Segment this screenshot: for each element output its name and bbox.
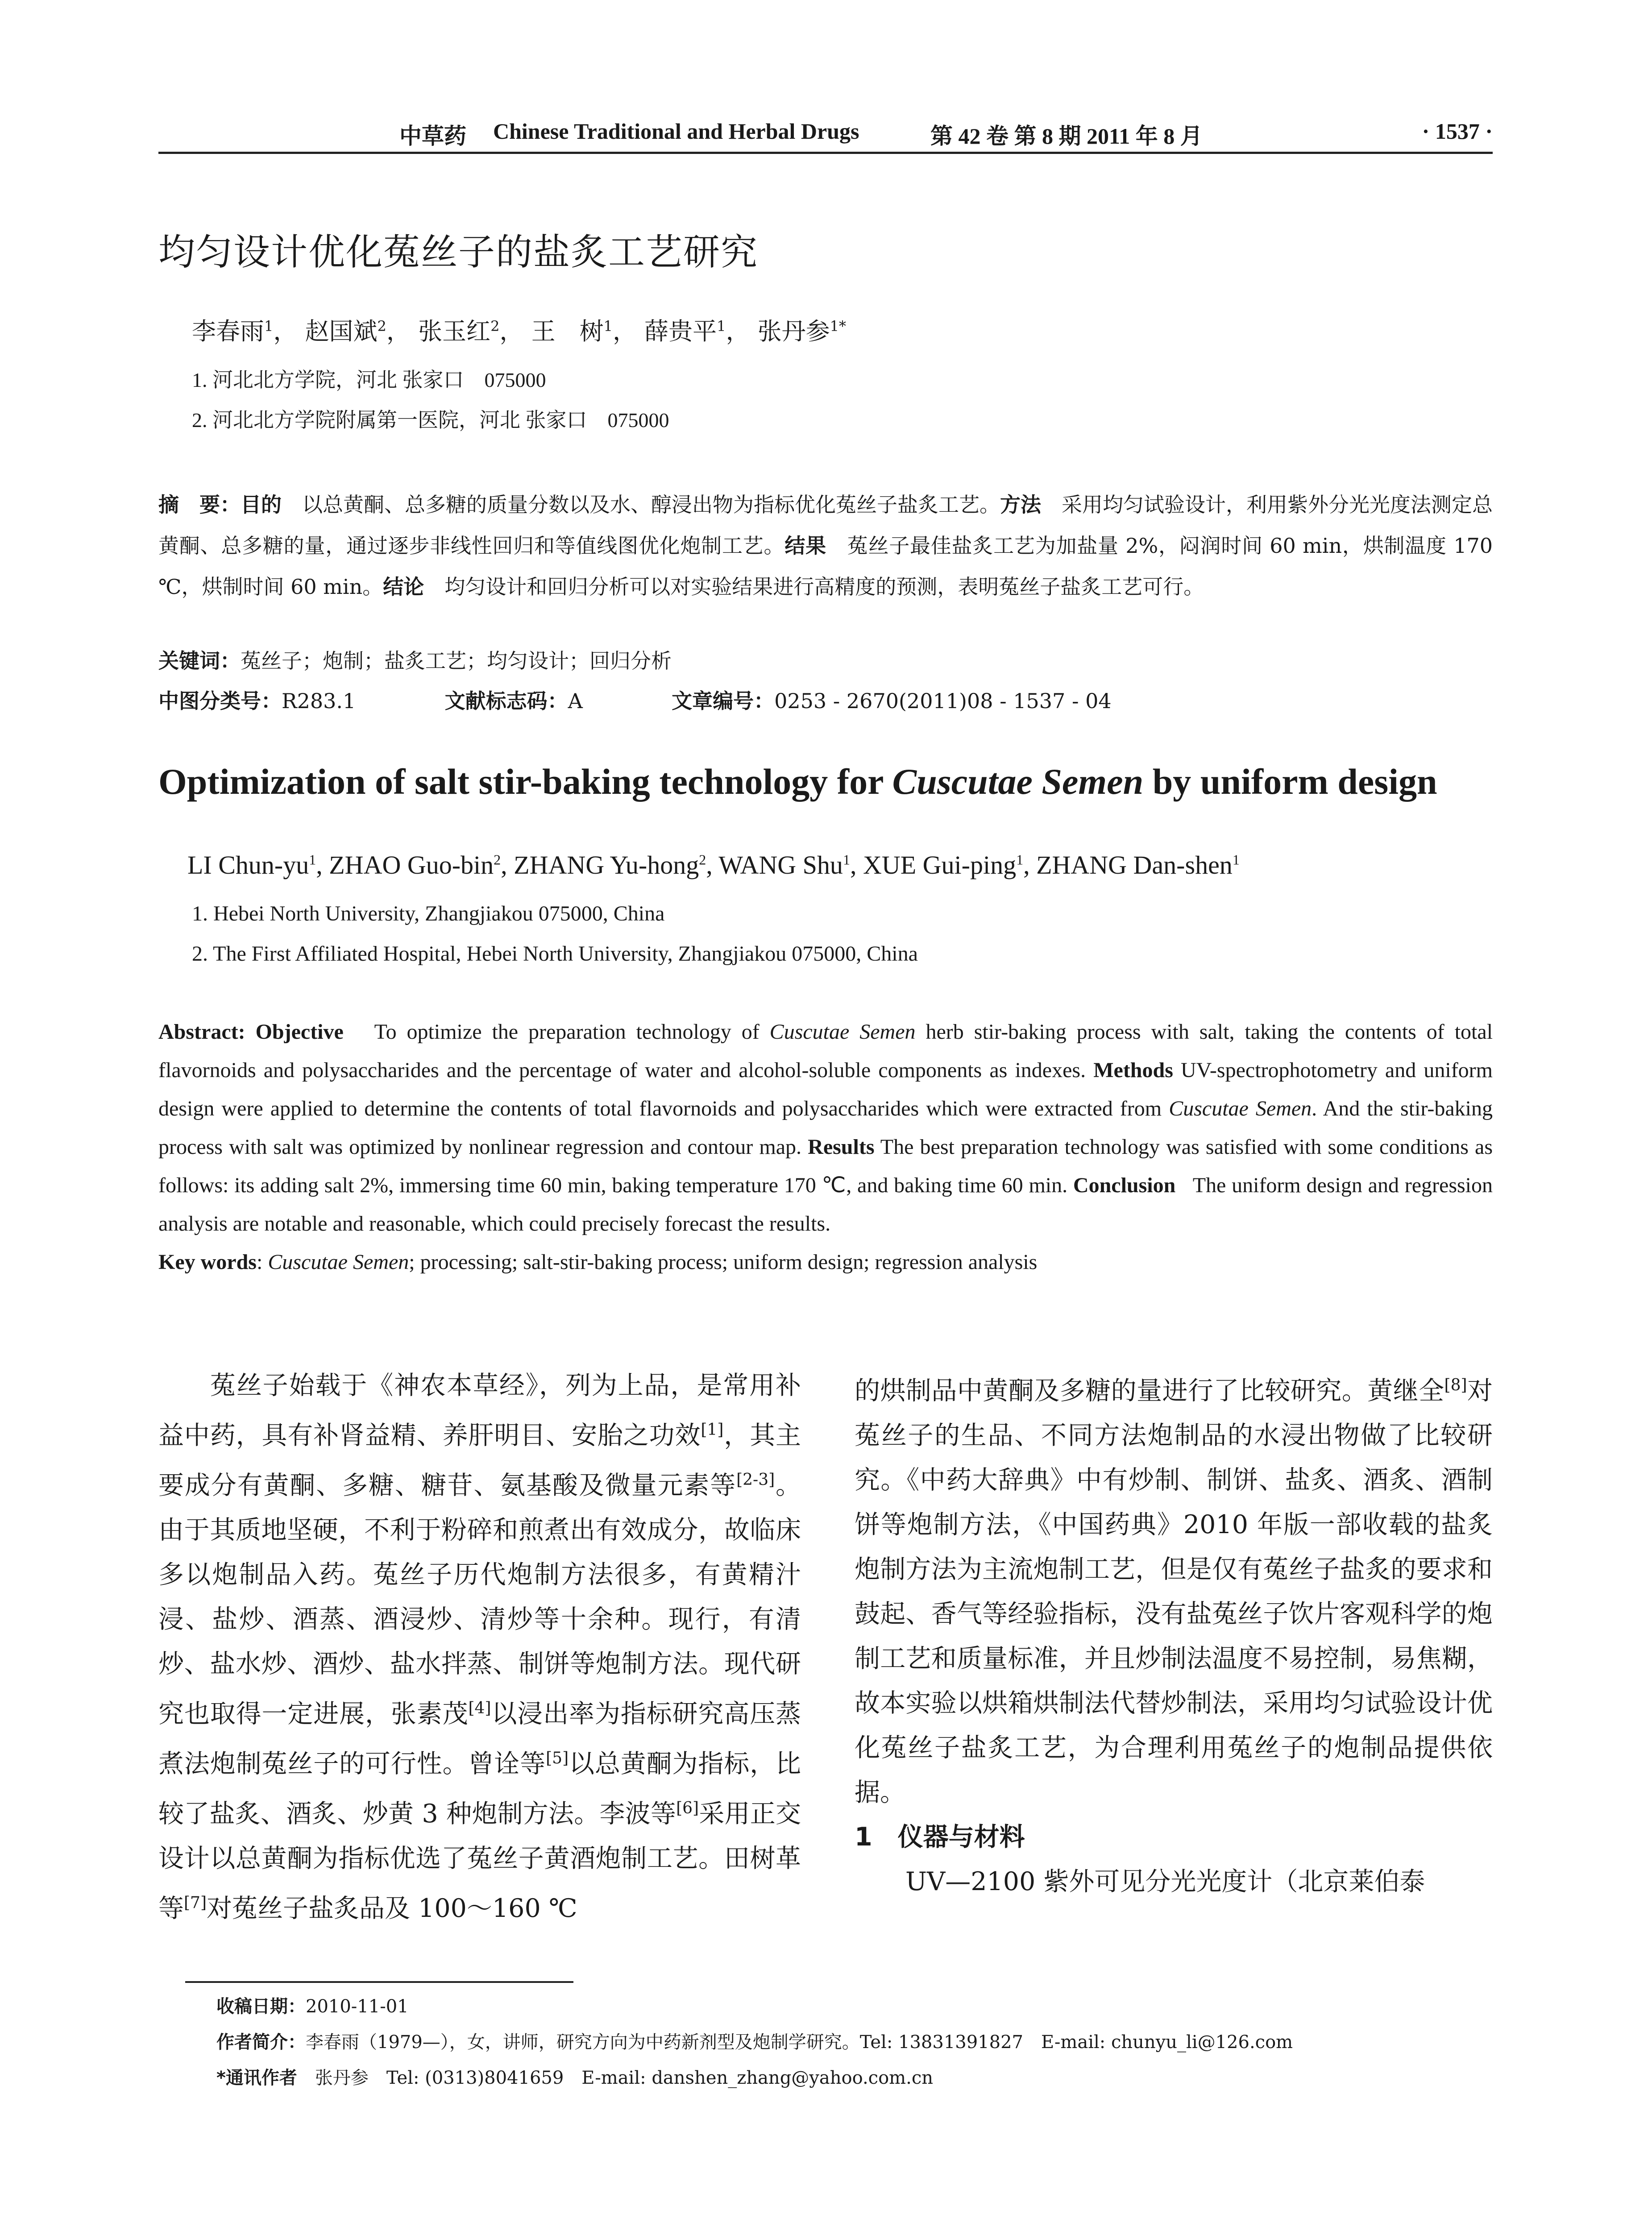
author-affiliation-mark: 2 <box>699 851 706 868</box>
results-text: 菟丝子最佳盐炙工艺为加盐量 2%，闷润时间 60 min，烘制温度 170 ℃，烘制时间 60 min。 <box>158 534 1493 599</box>
article-number-label: 文章编号： <box>672 689 775 713</box>
author: 张玉红 <box>418 317 491 345</box>
paper-title-cn: 均匀设计优化菟丝子的盐炙工艺研究 <box>158 231 759 274</box>
author: ZHANG Dan-shen <box>1036 850 1233 879</box>
body-text: 对菟丝子的生品、不同方法炮制品的水浸出物做了比较研究。《中药大辞典》中有炒制、制饼、盐炙、酒炙、酒制饼等炮制方法，《中国药典》2010 年版一部收载的盐炙炮制方法为主流炮制工艺，但是仅有菟丝子盐炙的要求和鼓起、香气等经验指标，没有盐菟丝子饮片客观科学的炮制工艺和质量标准，并且炒制法温度不易控制，易焦糊，故本实验以烘箱烘制法代替炒制法，采用均匀试验设计优化菟丝子盐炙工艺，为合理利用菟丝子的炮制品提供依据。 <box>855 1376 1493 1807</box>
conclusion-text: 均匀设计和回归分析可以对实验结果进行高精度的预测，表明菟丝子盐炙工艺可行。 <box>444 575 1204 599</box>
body-text: 采用正交设计以总黄酮为指标优选了菟丝子黄酒炮制工艺。田树革等 <box>158 1799 801 1923</box>
classification-line <box>158 680 1493 722</box>
doc-code-label: 文献标志码： <box>444 689 568 713</box>
author: 李春雨 <box>192 317 264 345</box>
journal-name-en: Chinese Traditional and Herbal Drugs <box>493 119 859 144</box>
paper-title-en <box>158 761 1437 803</box>
results-en-label: Results <box>808 1135 875 1159</box>
footnote-received <box>216 1992 409 2018</box>
footnote-label: *通讯作者 <box>216 2068 297 2088</box>
citation-ref: [1] <box>701 1421 724 1439</box>
authors-cn: 李春雨$^1$， 赵国斌$^2$， 张玉红$^2$， 王 树$^1$， 薛贵平$^1$， 张丹参$^{1*}$ <box>192 317 847 345</box>
footnote-rule <box>185 1981 573 1983</box>
abstract-cn <box>158 484 1493 607</box>
objective-en-text: herb stir-baking process with salt, taking the contents of total flavornoids and polysaccharides and the percentage of water and alcohol-soluble components as indexes. <box>158 1020 1493 1082</box>
citation-ref: [2-3] <box>736 1471 775 1489</box>
conclusion-en-text: The uniform design and regression analysis are notable and reasonable, which could precisely forecast the results. <box>158 1174 1493 1236</box>
author: LI Chun-yu <box>187 850 309 879</box>
affiliation-en-2: 2. The First Affiliated Hospital, Hebei North University, Zhangjiakou 075000, China <box>192 942 918 966</box>
footnote-text: 张丹参 Tel: (0313)8041659 E-mail: danshen_zhang@yahoo.com.cn <box>315 2068 933 2088</box>
journal-name-cn: 中草药 <box>399 124 466 149</box>
citation-ref: [6] <box>676 1799 699 1817</box>
methods-en-text: UV-spectrophotometry and uniform design were applied to determine the contents of total flavornoids and polysaccharides which were extracted from <box>158 1058 1493 1120</box>
affiliation-en-1: 1. Hebei North University, Zhangjiakou 075000, China <box>192 902 665 925</box>
methods-text: 采用均匀试验设计，利用紫外分光光度法测定总黄酮、总多糖的量，通过逐步非线性回归和等值线图优化炮制工艺。 <box>158 493 1493 558</box>
methods-en-text: . And the stir-baking process with salt was optimized by nonlinear regression and contour map. <box>158 1097 1493 1159</box>
body-column-left <box>158 1363 801 1931</box>
author-affiliation-mark: 1* <box>830 318 847 335</box>
body-text: 以浸出率为指标研究高压蒸煮法炮制菟丝子的可行性。曾诠等 <box>158 1699 801 1779</box>
section-number: 1 <box>855 1822 872 1852</box>
author-affiliation-mark: 1 <box>1016 851 1024 868</box>
keywords-cn <box>158 640 1493 681</box>
keywords-en-value: ; processing; salt-stir-baking process; uniform design; regression analysis <box>409 1250 1038 1274</box>
conclusion-en-label: Conclusion <box>1073 1174 1176 1197</box>
page-number: · 1537 · <box>1422 119 1493 144</box>
doc-code-value: A <box>568 689 583 713</box>
objective-en-text: To optimize the preparation technology of <box>374 1020 770 1044</box>
author-affiliation-mark: 1 <box>603 318 613 335</box>
title-en-italic: Cuscutae Semen <box>892 761 1144 802</box>
body-text: 。由于其质地坚硬，不利于粉碎和煎煮出有效成分，故临床多以炮制品入药。菟丝子历代炮制方法很多，有黄精汁浸、盐炒、酒蒸、酒浸炒、清炒等十余种。现行，有清炒、盐水炒、酒炒、盐水拌蒸、制饼等炮制方法。现代研究也取得一定进展，张素茂 <box>158 1471 801 1729</box>
results-label: 结果 <box>784 534 826 558</box>
author: 薛贵平 <box>644 317 717 345</box>
objective-en-label: Objective <box>255 1020 344 1044</box>
abstract-en-label: Abstract: <box>158 1020 245 1044</box>
citation-ref: [7] <box>184 1894 207 1912</box>
author: XUE Gui-ping <box>863 850 1017 879</box>
author-affiliation-mark: 1 <box>717 318 726 335</box>
affiliation-cn-2: 2. 河北北方学院附属第一医院，河北 张家口 075000 <box>192 409 669 431</box>
affiliation-cn-1: 1. 河北北方学院，河北 张家口 075000 <box>192 369 546 391</box>
objective-label: 目的 <box>241 493 282 517</box>
keywords-en-label: Key words <box>158 1250 257 1274</box>
footnote-text: 2010-11-01 <box>306 1996 409 2017</box>
article-number-value: 0253 - 2670(2011)08 - 1537 - 04 <box>774 689 1112 713</box>
author: WANG Shu <box>718 850 843 879</box>
author-affiliation-mark: 2 <box>490 318 500 335</box>
footnote-label: 作者简介： <box>216 2032 306 2053</box>
keywords-label: 关键词： <box>158 649 241 673</box>
section-heading <box>855 1815 1493 1859</box>
author-affiliation-mark: 1 <box>843 851 850 868</box>
keywords-value: 菟丝子；炮制；盐炙工艺；均匀设计；回归分析 <box>241 649 672 673</box>
abstract-en: Abstract: Objective To optimize the preparation technology of Cuscutae Semen herb stir-baking process with salt, taking the contents of total flavornoids and polysaccharides and the percentage of water and alcohol-soluble components as indexes. Methods UV-spectrophotometry and uniform design were applied to determine the contents of total flavornoids and polysaccharides which were extracted from Cuscutae Semen. And the stir-baking process with salt was optimized by nonlinear regression and contour map. Results The best preparation technology was satisfied with some conditions as follows: its adding salt 2%, immersing time 60 min, baking temperature 170 ℃, and baking time 60 min. Conclusion The uniform design and regression analysis are notable and reasonable, which could precisely forecast the results. Key words: Cuscutae Semen; processing; salt-stir-baking process; uniform design; regression analysis <box>158 1020 1493 1274</box>
body-text: ，其主要成分有黄酮、多糖、糖苷、氨基酸及微量元素等 <box>158 1421 801 1500</box>
section-title: 仪器与材料 <box>897 1822 1025 1852</box>
author-affiliation-mark: 1 <box>264 318 274 335</box>
author: ZHAO Guo-bin <box>329 850 494 879</box>
species-italic: Cuscutae Semen <box>268 1250 409 1274</box>
volume-issue: 第 42 卷 第 8 期 2011 年 8 月 <box>930 124 1203 149</box>
footnote-corresponding <box>216 2064 933 2089</box>
author-affiliation-mark: 1 <box>1232 851 1240 868</box>
footnote-text: 李春雨（1979—），女，讲师，研究方向为中药新剂型及炮制学研究。Tel: 13831391827 E-mail: chunyu_li@126.com <box>306 2032 1293 2053</box>
citation-ref: [4] <box>468 1699 491 1717</box>
clc-label: 中图分类号： <box>158 689 282 713</box>
abstract-label: 摘 要： <box>158 493 241 517</box>
author-affiliation-mark: 2 <box>377 318 386 335</box>
author: 赵国斌 <box>305 317 378 345</box>
body-text: 以总黄酮为指标，比较了盐炙、酒炙、炒黄 3 种炮制方法。李波等 <box>158 1749 801 1829</box>
title-en-part: by uniform design <box>1143 761 1437 802</box>
objective-text: 以总黄酮、总多糖的质量分数以及水、醇浸出物为指标优化菟丝子盐炙工艺。 <box>302 493 1000 517</box>
body-text: 菟丝子始载于《神农本草经》，列为上品，是常用补益中药，具有补肾益精、养肝明目、安胎之功效 <box>158 1371 801 1450</box>
body-text: UV—2100 紫外可见分光光度计（北京莱伯泰 <box>905 1867 1425 1896</box>
author: 张丹参 <box>757 317 830 345</box>
running-header <box>158 118 1493 154</box>
title-en-part: Optimization of salt stir-baking technology for <box>158 761 892 802</box>
species-italic: Cuscutae Semen <box>769 1020 916 1044</box>
conclusion-label: 结论 <box>383 575 424 599</box>
body-text: 对菟丝子盐炙品及 100～160 ℃ <box>207 1894 577 1923</box>
body-column-right <box>855 1363 1493 1904</box>
author-affiliation-mark: 2 <box>494 851 501 868</box>
footnote-label: 收稿日期： <box>216 1996 306 2017</box>
clc-value: R283.1 <box>282 689 356 713</box>
author: ZHANG Yu-hong <box>514 850 699 879</box>
footnote-author-bio <box>216 2028 1293 2053</box>
header-rule <box>158 152 1493 154</box>
body-text: 的烘制品中黄酮及多糖的量进行了比较研究。黄继全 <box>855 1376 1444 1406</box>
author-affiliation-mark: 1 <box>309 851 316 868</box>
authors-en: LI Chun-$yu^1$, ZHAO Guo-bin$^2$, ZHANG Yu-hong$^2$, WANG Shu$^1$, XUE Gui-ping$^1$, ZHANG Dan-shen$^1$ <box>187 850 1240 879</box>
methods-en-label: Methods <box>1093 1058 1173 1082</box>
citation-ref: [8] <box>1444 1376 1467 1394</box>
methods-label: 方法 <box>1000 493 1041 517</box>
author: 王 树 <box>531 317 604 345</box>
results-en-text: The best preparation technology was satisfied with some conditions as follows: its adding salt 2%, immersing time 60 min, baking temperature 170 ℃, and baking time 60 min. <box>158 1135 1493 1197</box>
species-italic: Cuscutae Semen <box>1169 1097 1312 1120</box>
citation-ref: [5] <box>546 1749 569 1767</box>
